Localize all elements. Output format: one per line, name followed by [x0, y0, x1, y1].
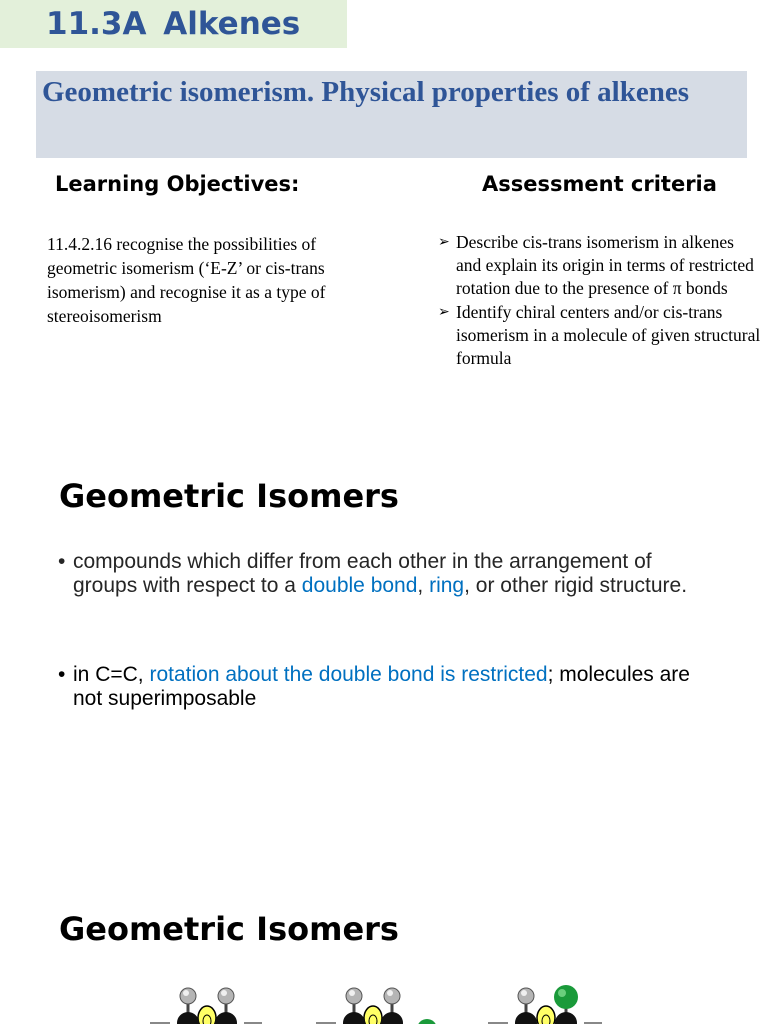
criteria-item — [438, 301, 763, 371]
ring-link[interactable]: ring — [429, 574, 465, 597]
bullet-text: in — [73, 663, 96, 686]
bullet-text: , or other rigid structure. — [464, 574, 688, 597]
assessment-criteria-list — [438, 231, 763, 370]
molecule-models-illustration — [140, 985, 620, 1024]
definition-bullet — [58, 550, 708, 598]
bullet-text: ; molecules are not superimposable — [73, 663, 690, 710]
learning-objective-text: 11.4.2.16 recognise the possibilities of geometric isomerism (‘E-Z’ or cis-trans isomerism) and recognise it as a type of stereoisomerism — [47, 234, 326, 326]
criteria-item-text: Describe cis-trans isomerism in alkenes and explain its origin in terms of restricted rotation due to the presence of π bonds — [456, 232, 754, 299]
bullet-separator: , — [417, 574, 430, 597]
bullet-separator: , — [137, 663, 150, 686]
learning-objectives-heading: Learning Objectives: — [55, 172, 300, 196]
double-bond-formula: C=C — [95, 663, 138, 686]
molecule-model-2 — [316, 988, 437, 1024]
assessment-criteria-heading: Assessment criteria — [482, 172, 717, 196]
bullet-text: compounds which differ from each other in the arrangement of groups with respect to a — [73, 550, 652, 597]
double-bond-link[interactable]: double bond — [301, 574, 418, 597]
restricted-rotation-link[interactable]: rotation about the double bond is restricted — [149, 663, 548, 686]
section-heading-geometric-isomers: Geometric Isomers — [59, 477, 399, 515]
bullet-dot-icon: • — [58, 663, 66, 686]
molecule-model-3 — [488, 985, 602, 1024]
rotation-bullet — [58, 663, 708, 711]
arrow-bullet-icon: ➢ — [438, 303, 450, 320]
lesson-subtitle: Geometric isomerism. Physical properties of alkenes — [42, 76, 689, 108]
page-title: 11.3A Alkenes — [46, 6, 301, 42]
bullet-dot-icon: • — [58, 550, 66, 573]
section-heading-geometric-isomers-2: Geometric Isomers — [59, 910, 399, 948]
arrow-bullet-icon: ➢ — [438, 234, 450, 250]
molecule-model-1 — [150, 988, 262, 1024]
criteria-item-text: Identify chiral centers and/or cis-trans isomerism in a molecule of given structural formula — [456, 301, 761, 369]
criteria-item — [438, 231, 763, 301]
